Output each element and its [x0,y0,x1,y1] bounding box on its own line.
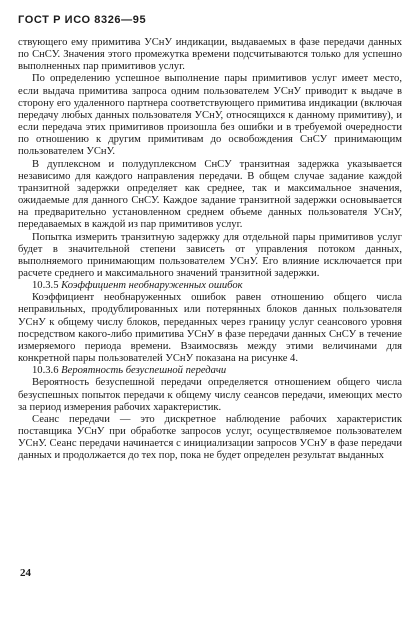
paragraph: Сеанс передачи — это дискретное наблюдение рабочих характеристик поставщика УСнУ при обработке запросов услуг, осуществляемое пользователем УСнУ. Сеанс передачи начинается с инициализации запросов УСнУ в фазе передачи данных и продолжается до тех пор, пока не будет определен результат выданных [18,413,402,462]
paragraph: Попытка измерить транзитную задержку для отдельной пары примитивов услуг будет в значительной степени зависеть от управления потоком данных, выполняемого принимающим пользователем УСнУ. Его влияние исключается при расчете среднего и максимального значений транзитной задержки. [18,231,402,279]
page-header: ГОСТ Р ИСО 8326—95 [18,14,147,26]
section-number: 10.3.5 [32,280,59,292]
paragraph: В дуплексном и полудуплексном СнСУ транзитная задержка указывается независимо для каждого направления передачи. В общем случае задание каждой транзитной задержки определяет как среднее, так и максимальное значения, ожидаемые для данного СнСУ. Каждое задание транзитной задержки основывается на предварительно установленном среднем объеме данных пользователя УСнУ, передаваемых в каждой из пар примитивов услуг. [18,158,402,231]
section-title: Вероятность безуспешной передачи [61,365,227,377]
paragraph: Коэффициент необнаруженных ошибок равен отношению общего числа неправильных, продублированных или потерянных блоков данных пользователя УСнУ к общему числу блоков, переданных через границу услуг сеансового уровня посредством какого-либо примитива УСнУ в фазе передачи данных СнСУ в течение измеряемого периода времени. Взаимосвязь между этими величинами для конкретной пары пользователей УСнУ показана на рисунке 4. [18,292,402,365]
paragraph: Вероятность безуспешной передачи определяется отношением общего числа безуспешных попыток передачи к общему числу сеансов передачи, имеющих место за период измерения рабочих характеристик. [18,377,402,413]
section-number: 10.3.6 [32,365,59,377]
section-heading [18,365,402,377]
section-title: Коэффициент необнаруженных ошибок [61,280,243,292]
document-page [18,14,402,614]
paragraph: По определению успешное выполнение пары примитивов услуг имеет место, если выдача примитива запроса одним пользователем УСнУ приводит к выдаче в сторону его удаленного партнера соответствующего примитива индикации (включая передачу любых данных пользователя УСнУ, относящихся к данному примитиву), и если передача этих примитивов произошла без ошибки и в требуемой очередности по отношению к другим примитивам до освобождения СнСУ принимающим пользователем УСнУ. [18,73,402,158]
body-text [18,37,402,462]
paragraph-continuation: ствующего ему примитива УСнУ индикации, выдаваемых в фазе передачи данных по СнСУ. Значения этого промежутка времени подсчитываются только для успешно выполненных пар примитивов услуг. [18,37,402,73]
page-number: 24 [20,567,31,579]
section-heading [18,280,402,292]
